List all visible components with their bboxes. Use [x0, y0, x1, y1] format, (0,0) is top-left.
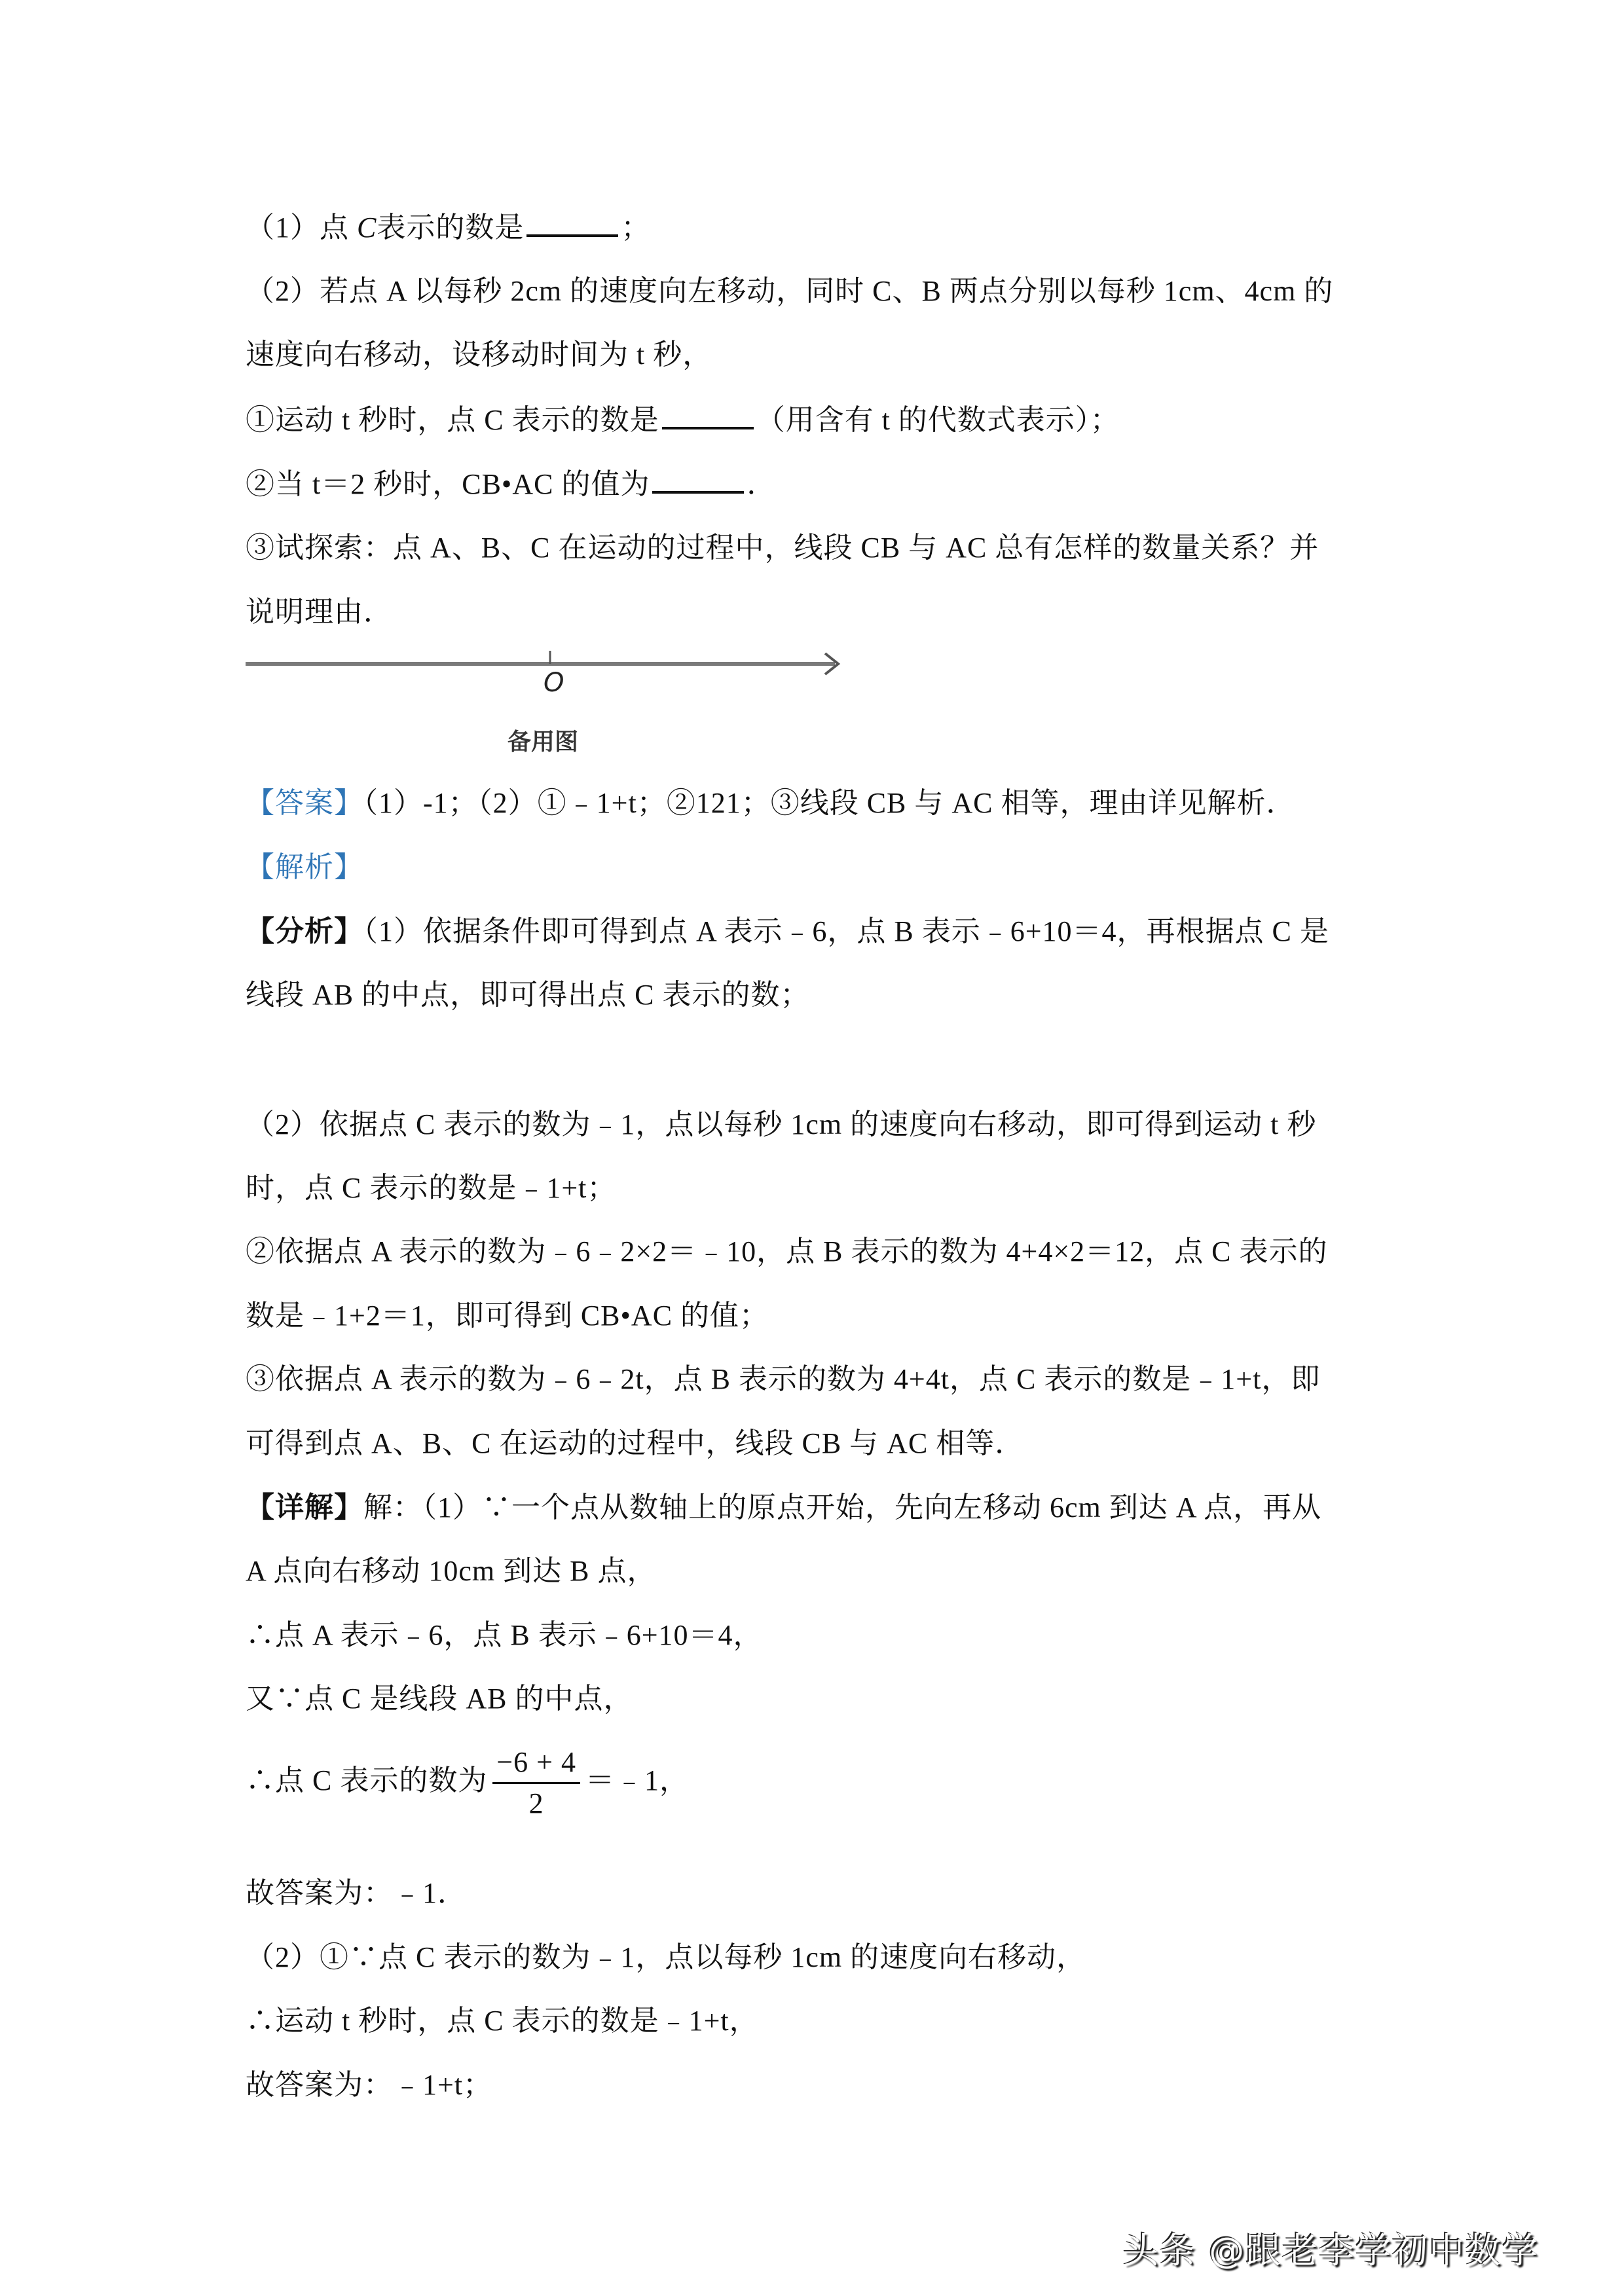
question-sub1: [246, 401, 1120, 440]
xiangjie-line4: 又∵点 C 是线段 AB 的中点，: [246, 1683, 633, 1715]
xiangjie-line6: 故答案为：﹣1．: [246, 1877, 467, 1909]
fenxi-line5: ②依据点 A 表示的数为﹣6﹣2×2＝﹣10，点 B 表示的数为 4+4×2＝12，点 C 表示的: [246, 1235, 1328, 1267]
fenxi-line2: 线段 AB 的中点，即可得出点 C 表示的数；: [246, 979, 810, 1011]
fraction-denominator: 2: [528, 1787, 544, 1820]
xiangjie-line1: [246, 1488, 1321, 1527]
point-c: C: [357, 211, 377, 244]
part1-prefix: （1）点: [246, 211, 357, 244]
fenxi-line7: ③依据点 A 表示的数为﹣6﹣2t，点 B 表示的数为 4+4t，点 C 表示的数是﹣1+t，即: [246, 1363, 1321, 1395]
answer-blank-3[interactable]: [652, 465, 744, 494]
analysis-label: 【解析】: [246, 851, 363, 883]
xiangjie-label: 【详解】: [246, 1491, 363, 1523]
question-part2-line2: 速度向右移动，设移动时间为 t 秒，: [246, 338, 712, 371]
sub2-prefix: ②当 t＝2 秒时，CB•AC 的值为: [246, 468, 650, 500]
fenxi-line6: 数是﹣1+2＝1，即可得到 CB•AC 的值；: [246, 1300, 769, 1332]
xiangjie-line7: （2）①∵点 C 表示的数为﹣1，点以每秒 1cm 的速度向右移动，: [246, 1941, 1086, 1973]
part1-text: 表示的数是: [377, 211, 525, 244]
fraction-prefix: ∴点 C 表示的数为: [246, 1764, 488, 1796]
sub1-prefix: ①运动 t 秒时，点 C 表示的数是: [246, 404, 659, 436]
xiangjie-line3: ∴点 A 表示﹣6，点 B 表示﹣6+10＝4，: [246, 1619, 763, 1651]
fenxi-text-1: （1）依据条件即可得到点 A 表示﹣6，点 B 表示﹣6+10＝4，再根据点 C 是: [363, 915, 1329, 947]
watermark: 头条 @跟老李学初中数学: [1123, 2230, 1540, 2271]
origin-label: O: [544, 668, 564, 698]
fenxi-line4: 时，点 C 表示的数是﹣1+t；: [246, 1172, 617, 1204]
xiangjie-line5: [246, 1741, 689, 1823]
question-sub3-line1: ③试探索：点 A、B、C 在运动的过程中，线段 CB 与 AC 总有怎样的数量关系？并: [246, 532, 1320, 564]
answer-text: （1）-1；（2）①﹣1+t；②121；③线段 CB 与 AC 相等，理由详见解析．: [363, 787, 1296, 819]
sub2-suffix: ．: [747, 468, 777, 500]
sub1-suffix: （用含有 t 的代数式表示）；: [756, 404, 1120, 436]
question-part2-line1: （2）若点 A 以每秒 2cm 的速度向左移动，同时 C、B 两点分别以每秒 1cm、4cm 的: [246, 275, 1334, 307]
fenxi-label: 【分析】: [246, 915, 363, 947]
question-part1: [246, 208, 650, 247]
part1-suffix: ；: [621, 211, 651, 244]
figure-caption: 备用图: [507, 729, 579, 756]
answer-blank-2[interactable]: [662, 401, 754, 429]
xiangjie-line2: A 点向右移动 10cm 到达 B 点，: [246, 1555, 657, 1587]
xiangjie-line8: ∴运动 t 秒时，点 C 表示的数是﹣1+t，: [246, 2005, 759, 2037]
answer-label: 【答案】: [246, 787, 363, 819]
fraction-numerator: −6 + 4: [492, 1743, 580, 1784]
question-sub2: [246, 465, 776, 504]
xiangjie-line9: 故答案为：﹣1+t；: [246, 2069, 493, 2101]
answer-blank-1[interactable]: [526, 208, 618, 237]
fraction: [492, 1743, 580, 1823]
fenxi-line1: [246, 912, 1329, 951]
xiangjie-text-1: 解：（1）∵一个点从数轴上的原点开始，先向左移动 6cm 到达 A 点，再从: [363, 1491, 1322, 1523]
question-sub3-line2: 说明理由．: [246, 596, 393, 628]
fenxi-line8: 可得到点 A、B、C 在运动的过程中，线段 CB 与 AC 相等．: [246, 1427, 1025, 1459]
fraction-suffix: ＝﹣1，: [585, 1764, 689, 1796]
answer-line: [246, 784, 1296, 823]
fenxi-line3: （2）依据点 C 表示的数为﹣1，点以每秒 1cm 的速度向右移动，即可得到运动 t 秒: [246, 1108, 1317, 1140]
